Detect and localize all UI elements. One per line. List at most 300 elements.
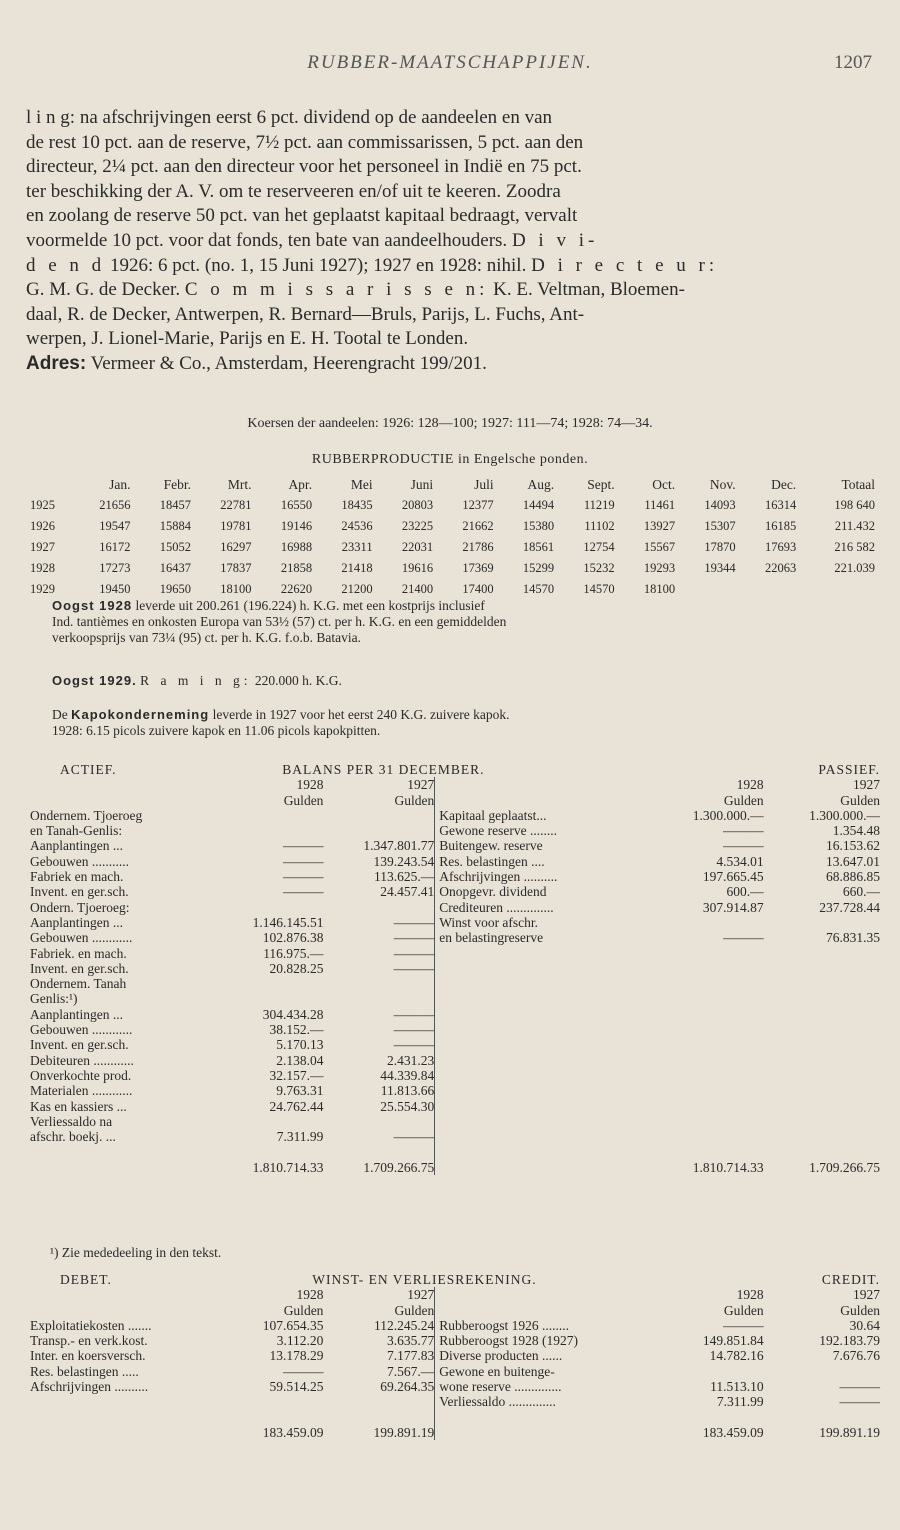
value-cell: 22063 (764, 561, 797, 575)
ledger-row (30, 1379, 880, 1394)
production-row (30, 495, 875, 516)
value-cell: 16437 (159, 561, 192, 575)
ledger-row (30, 930, 880, 945)
value-cell: 12377 (462, 498, 494, 512)
unit-label: Gulden (840, 1302, 880, 1318)
ledger-value: ——— (723, 823, 764, 839)
spacer-cell (222, 1144, 323, 1159)
total-row (30, 1425, 880, 1440)
ledger-value: 68.886.85 (826, 869, 880, 885)
ledger-item: Kapitaal geplaatst... (435, 808, 648, 823)
text-span: C o m m i s s a r i s s e n: (184, 279, 489, 301)
kapok-label: Kapokonderneming (71, 707, 210, 722)
column-header: Apr. (288, 476, 313, 492)
ledger-value (764, 961, 880, 976)
article-text (26, 106, 871, 377)
column-header: Mei (350, 476, 373, 492)
ledger-row (30, 1348, 880, 1363)
harvest-1928 (52, 598, 872, 646)
total-row (30, 1160, 880, 1175)
ledger-value (764, 1068, 880, 1083)
text-span: d e n d (26, 254, 106, 276)
value-cell: 21858 (280, 561, 313, 575)
value-cell: 21786 (462, 540, 494, 554)
value-cell: 17400 (462, 582, 494, 596)
value-cell: 18100 (643, 582, 676, 596)
ledger-item: Res. belastingen .... (435, 854, 648, 869)
text-line (52, 598, 872, 614)
column-header: Febr. (163, 476, 192, 492)
value-cell: 19781 (220, 519, 252, 533)
ledger-value (222, 900, 323, 915)
ledger-row (30, 1364, 880, 1379)
year-1927: 1927 (407, 1287, 435, 1303)
value-cell: 21200 (341, 582, 373, 596)
text-span: D i v i- (511, 229, 599, 251)
ledger-value: 116.975.— (263, 945, 324, 961)
ledger-value: 13.178.29 (269, 1348, 324, 1364)
value-cell: 21418 (341, 561, 373, 575)
year-1927: 1927 (853, 777, 880, 793)
ledger-item: Aanplantingen ... (30, 838, 123, 854)
ledger-value (764, 1114, 880, 1129)
ledger-value (323, 808, 434, 823)
ledger-item: Rubberoogst 1926 ........ (435, 1318, 648, 1333)
year-cell: 1925 (30, 498, 55, 512)
ledger-item (435, 1083, 648, 1098)
ledger-value (764, 1007, 880, 1022)
ledger-row (30, 991, 880, 1006)
harvest-1928-label: Oogst 1928 (52, 598, 133, 613)
value-cell: 22620 (280, 582, 313, 596)
spacer-cell (30, 1144, 222, 1159)
ledger-value: 113.625.— (373, 869, 435, 885)
text-span: leverde uit 200.261 (196.224) h. K.G. met een kostprijs inclusief (132, 598, 485, 613)
ledger-value: ——— (839, 1379, 880, 1395)
ledger-value (647, 1114, 763, 1129)
ledger-value (323, 823, 434, 838)
ledger-value: 304.434.28 (262, 1006, 324, 1022)
ledger-row (30, 900, 880, 915)
text-line: en zoolang de reserve 50 pct. van het geplaatst kapitaal bedraagt, vervalt (26, 205, 578, 227)
value-cell: 14570 (522, 582, 555, 596)
ledger-item: Ondernem. Tjoeroeg (30, 807, 143, 823)
ledger-value (647, 946, 763, 961)
ledger-value: ——— (393, 945, 435, 961)
ledger-item: Verliessaldo na (30, 1113, 113, 1129)
ledger-value: 1.146.145.51 (252, 914, 324, 930)
ledger-value: 7.567.— (386, 1363, 435, 1379)
ledger-item: Afschrijvingen .......... (30, 1379, 149, 1395)
value-cell: 19547 (99, 519, 131, 533)
ledger-value: 7.311.99 (276, 1129, 324, 1145)
kapok-paragraph (52, 707, 872, 739)
year-1927: 1927 (407, 777, 435, 793)
ledger-item: Buitengew. reserve (435, 838, 648, 853)
value-cell: 16550 (280, 498, 313, 512)
production-row (30, 516, 875, 537)
ledger-item: Debiteuren ............ (30, 1052, 134, 1068)
production-row (30, 537, 875, 558)
value-cell: 211.432 (834, 519, 875, 533)
ledger-item (435, 1007, 648, 1022)
total-value: 1.709.266.75 (809, 1159, 880, 1175)
ledger-item: Aanplantingen ... (30, 1006, 123, 1022)
value-cell: 17369 (462, 561, 494, 575)
column-header: Totaal (841, 476, 875, 492)
value-cell: 21662 (462, 519, 494, 533)
ledger-item (435, 946, 648, 961)
text-line (26, 229, 871, 254)
ledger-item: Gebouwen ............ (30, 1022, 133, 1038)
value-cell: 17837 (220, 561, 252, 575)
ledger-item: Crediteuren .............. (435, 900, 648, 915)
ledger-value: 24.762.44 (269, 1098, 324, 1114)
ledger-value (647, 1068, 763, 1083)
value-cell: 18435 (341, 498, 373, 512)
ledger-item: Invent. en ger.sch. (30, 1037, 129, 1053)
ledger-item: Fabriek en mach. (30, 869, 124, 885)
ledger-value: 197.665.45 (702, 869, 764, 885)
value-cell: 11461 (644, 498, 676, 512)
ledger-value: 5.170.13 (276, 1037, 324, 1053)
ledger-row (30, 1068, 880, 1083)
ledger-value: 107.654.35 (262, 1317, 324, 1333)
ledger-value (647, 1007, 763, 1022)
ledger-value: 1.300.000.— (692, 807, 764, 823)
passief-label: PASSIEF. (818, 762, 880, 777)
total-label (435, 1160, 648, 1175)
text-line (26, 278, 871, 303)
text-span: 1926: 6 pct. (no. 1, 15 Juni 1927); 1927 en 1928: nihil. (105, 254, 527, 276)
harvest-1929 (52, 673, 872, 689)
ledger-item: afschr. boekj. ... (30, 1129, 116, 1145)
ledger-item: en Tanah-Genlis: (30, 823, 123, 839)
value-cell: 24536 (341, 519, 373, 533)
ledger-item (435, 1068, 648, 1083)
text-line: verkoopsprijs van 73¼ (95) ct. per h. K.G. f.o.b. Batavia. (52, 630, 361, 645)
ledger-value: 1.300.000.— (809, 807, 880, 823)
ledger-value (222, 808, 323, 823)
unit-label: Gulden (283, 1302, 324, 1318)
ledger-row (30, 838, 880, 853)
ledger-value: 14.782.16 (709, 1348, 764, 1364)
running-title: RUBBER-MAATSCHAPPIJEN. (307, 52, 593, 73)
value-cell (675, 579, 736, 600)
ledger-item: Diverse producten ...... (435, 1348, 648, 1363)
spacer-cell (323, 1144, 434, 1159)
total-label (30, 1425, 222, 1440)
value-cell: 16988 (280, 540, 313, 554)
value-cell: 17273 (99, 561, 131, 575)
text-line: Ind. tantièmes en onkosten Europa van 53½ (57) ct. per h. K.G. en een gemiddelden (52, 614, 507, 629)
ledger-value: 16.153.62 (826, 838, 880, 854)
ledger-row (30, 884, 880, 899)
value-cell: 19650 (159, 582, 192, 596)
ledger-value: 32.157.— (269, 1067, 324, 1083)
ledger-value: 11.513.10 (710, 1379, 764, 1395)
address-line (26, 352, 871, 377)
actief-label: ACTIEF. (60, 762, 117, 777)
ledger-value (764, 946, 880, 961)
column-header: Juni (410, 476, 434, 492)
text-line: directeur, 2¼ pct. aan den directeur voor het personeel in Indië en 75 pct. (26, 156, 582, 178)
share-prices: Koersen der aandeelen: 1926: 128—100; 1927: 111—74; 1928: 74—34. (247, 416, 653, 431)
text-span: voormelde 10 pct. voor dat fonds, ten bate van aandeelhouders. (26, 229, 508, 251)
value-cell: 17693 (764, 540, 797, 554)
value-cell: 22031 (401, 540, 434, 554)
ledger-item (435, 991, 648, 1006)
ledger-row (30, 1318, 880, 1333)
value-cell: 15380 (522, 519, 555, 533)
column-header: Jan. (109, 476, 131, 492)
column-header: Aug. (527, 476, 555, 492)
spacer-cell (222, 1410, 323, 1425)
total-value: 199.891.19 (819, 1424, 880, 1440)
footnote: ¹) Zie mededeeling in den tekst. (50, 1245, 222, 1260)
ledger-row (30, 1333, 880, 1348)
value-cell: 19616 (401, 561, 434, 575)
ledger-value: 38.152.— (269, 1022, 324, 1038)
ledger-row (30, 1037, 880, 1052)
ledger-value: ——— (723, 1317, 764, 1333)
ledger-item: Ondernem. Tanah (30, 976, 127, 992)
column-header: Nov. (709, 476, 736, 492)
ledger-value: ——— (393, 930, 435, 946)
value-cell: 198 640 (834, 498, 875, 512)
value-cell: 16185 (764, 519, 797, 533)
year-1927: 1927 (853, 1287, 880, 1303)
ledger-value: ——— (393, 1006, 435, 1022)
ledger-value (647, 1022, 763, 1037)
value-cell: 11219 (583, 498, 615, 512)
ledger-value: 7.676.76 (832, 1348, 880, 1364)
spacer-cell (30, 1410, 222, 1425)
ledger-row (30, 915, 880, 930)
ledger-item (30, 1394, 222, 1409)
value-cell: 19293 (643, 561, 676, 575)
ledger-value (647, 1037, 763, 1052)
ledger-row (30, 961, 880, 976)
ledger-value (323, 991, 434, 1006)
year-cell: 1929 (30, 582, 55, 596)
ledger-value: ——— (393, 914, 435, 930)
ledger-value (647, 1364, 763, 1379)
ledger-value (222, 823, 323, 838)
ledger-row (30, 1007, 880, 1022)
production-header-row (30, 474, 875, 495)
ledger-value (323, 1394, 434, 1409)
year-1928: 1928 (296, 777, 324, 793)
ledger-value: ——— (282, 853, 324, 869)
ledger-item: Inter. en koersversch. (30, 1348, 146, 1364)
ledger-value: 3.112.20 (276, 1333, 324, 1349)
ledger-item: Transp.- en verk.kost. (30, 1333, 148, 1349)
total-value: 199.891.19 (373, 1424, 435, 1440)
ledger-item: Gebouwen ........... (30, 853, 129, 869)
ledger-value (764, 1129, 880, 1144)
unit-label: Gulden (840, 792, 880, 808)
text-span: R a m i n g: (140, 673, 252, 688)
credit-label: CREDIT. (821, 1272, 880, 1287)
total-value: 1.810.714.33 (252, 1159, 324, 1175)
ledger-value: 237.728.44 (819, 899, 880, 915)
ledger-value (764, 1053, 880, 1068)
column-header: Juli (474, 476, 494, 492)
ledger-item: Gebouwen ............ (30, 930, 133, 946)
ledger-value: 7.177.83 (386, 1348, 435, 1364)
text-span: De (52, 707, 68, 722)
spacer-cell (435, 1410, 648, 1425)
harvest-1929-label: Oogst 1929. (52, 673, 137, 688)
ledger-value: 9.763.31 (276, 1083, 324, 1099)
unit-label: Gulden (723, 1302, 764, 1318)
spacer-cell (323, 1410, 434, 1425)
rubber-production-title: RUBBERPRODUCTIE in Engelsche ponden. (311, 452, 589, 467)
ledger-value (323, 900, 434, 915)
unit-label: Gulden (394, 792, 435, 808)
spacer-cell (647, 1410, 763, 1425)
ledger-row (30, 1394, 880, 1409)
ledger-item: Afschrijvingen .......... (435, 869, 648, 884)
spacer-cell (435, 1144, 648, 1159)
ledger-value: 30.64 (849, 1317, 880, 1333)
ledger-value (647, 1083, 763, 1098)
pl-heading-row (30, 1272, 880, 1287)
text-line: de rest 10 pct. aan de reserve, 7½ pct. aan commissarissen, 5 pct. aan den (26, 131, 584, 153)
ledger-row (30, 854, 880, 869)
spacer-cell (764, 1144, 880, 1159)
page-number: 1207 (834, 52, 872, 73)
ledger-value (222, 991, 323, 1006)
ledger-item: Genlis:¹) (30, 991, 78, 1007)
ledger-value (647, 1053, 763, 1068)
text-line: ter beschikking der A. V. om te reserveeren en/of uit te keeren. Zoodra (26, 180, 561, 202)
ledger-row (30, 1129, 880, 1144)
ledger-value: 59.514.25 (269, 1379, 324, 1395)
value-cell: 14570 (583, 582, 615, 596)
year-cell: 1926 (30, 519, 55, 533)
text-line: werpen, J. Lionel-Marie, Parijs en E. H. Tootal te Londen. (26, 328, 469, 350)
ledger-row (30, 869, 880, 884)
column-header: Sept. (587, 476, 615, 492)
pl-title: WINST- EN VERLIESREKENING. (312, 1272, 537, 1287)
ledger-item: Aanplantingen ... (30, 914, 123, 930)
value-cell: 21656 (99, 498, 131, 512)
spacer-cell (647, 1144, 763, 1159)
ledger-value (764, 1099, 880, 1114)
ledger-value (764, 1083, 880, 1098)
rubber-production-table (30, 474, 875, 600)
ledger-item: Onverkochte prod. (30, 1067, 132, 1083)
ledger-row (30, 1053, 880, 1068)
ledger-value (764, 1037, 880, 1052)
ledger-value: ——— (393, 960, 435, 976)
value-cell: 19450 (99, 582, 131, 596)
ledger-value: 307.914.87 (702, 899, 764, 915)
text-line (52, 707, 872, 723)
year-cell: 1927 (30, 540, 55, 554)
year-1928: 1928 (296, 1287, 324, 1303)
spacer-row (30, 1410, 880, 1425)
ledger-row (30, 976, 880, 991)
ledger-value: ——— (723, 930, 764, 946)
ledger-item: Gewone en buitenge- (435, 1364, 648, 1379)
column-header: Dec. (771, 476, 797, 492)
ledger-value: 102.876.38 (262, 930, 324, 946)
ledger-value: 69.264.35 (380, 1379, 435, 1395)
value-cell: 23225 (401, 519, 434, 533)
ledger-item: Exploitatiekosten ....... (30, 1317, 152, 1333)
ledger-item (435, 1037, 648, 1052)
ledger-item: Gewone reserve ........ (435, 823, 648, 838)
value-cell: 18100 (220, 582, 252, 596)
ledger-item (435, 1053, 648, 1068)
column-header (30, 474, 70, 495)
value-cell (736, 579, 797, 600)
text-span: K. E. Veltman, Bloemen- (488, 279, 685, 301)
value-cell: 17870 (704, 540, 736, 554)
ledger-value (764, 1022, 880, 1037)
text-span: leverde in 1927 voor het eerst 240 K.G. zuivere kapok. (209, 707, 510, 722)
balance-heading-row (30, 762, 880, 777)
value-cell: 20803 (401, 498, 434, 512)
column-header: Oct. (652, 476, 676, 492)
ledger-value (222, 1114, 323, 1129)
ledger-value: 7.311.99 (716, 1394, 764, 1410)
ledger-value: ——— (393, 1129, 435, 1145)
ledger-value: 2.138.04 (276, 1052, 324, 1068)
ledger-value (647, 1129, 763, 1144)
ledger-value: ——— (723, 838, 764, 854)
ledger-value (764, 1364, 880, 1379)
ledger-value: 44.339.84 (380, 1067, 435, 1083)
ledger-item (435, 1022, 648, 1037)
unit-label: Gulden (723, 792, 764, 808)
text-line: l i n g: na afschrijvingen eerst 6 pct. dividend op de aandeelen en van (26, 107, 553, 128)
ledger-value (764, 915, 880, 930)
pl-year-row (30, 1287, 880, 1302)
ledger-value: 3.635.77 (386, 1333, 435, 1349)
ledger-value: 149.851.84 (702, 1333, 764, 1349)
ledger-value (647, 1099, 763, 1114)
ledger-item: Onopgevr. dividend (435, 884, 648, 899)
ledger-value: ——— (393, 1022, 435, 1038)
value-cell: 15232 (583, 561, 615, 575)
ledger-value: 600.— (726, 884, 764, 900)
ledger-value: ——— (839, 1394, 880, 1410)
ledger-item: Winst voor afschr. (435, 915, 648, 930)
value-cell: 15299 (522, 561, 555, 575)
ledger-value (222, 976, 323, 991)
value-cell: 14093 (704, 498, 736, 512)
ledger-value: 4.534.01 (716, 853, 764, 869)
ledger-value: ——— (393, 1037, 435, 1053)
text-line: daal, R. de Decker, Antwerpen, R. Bernard—Bruls, Parijs, L. Fuchs, Ant- (26, 303, 585, 325)
ledger-value: ——— (282, 1363, 324, 1379)
ledger-value (764, 991, 880, 1006)
value-cell: 15567 (643, 540, 676, 554)
ledger-item: Invent. en ger.sch. (30, 884, 129, 900)
ledger-value (323, 976, 434, 991)
ledger-item: Verliessaldo .............. (435, 1394, 648, 1409)
page-header (0, 52, 900, 82)
unit-label: Gulden (394, 1302, 435, 1318)
value-cell: 15884 (159, 519, 192, 533)
total-value: 183.459.09 (702, 1424, 764, 1440)
ledger-value: 1.347.801.77 (363, 838, 435, 854)
value-cell: 18561 (522, 540, 555, 554)
